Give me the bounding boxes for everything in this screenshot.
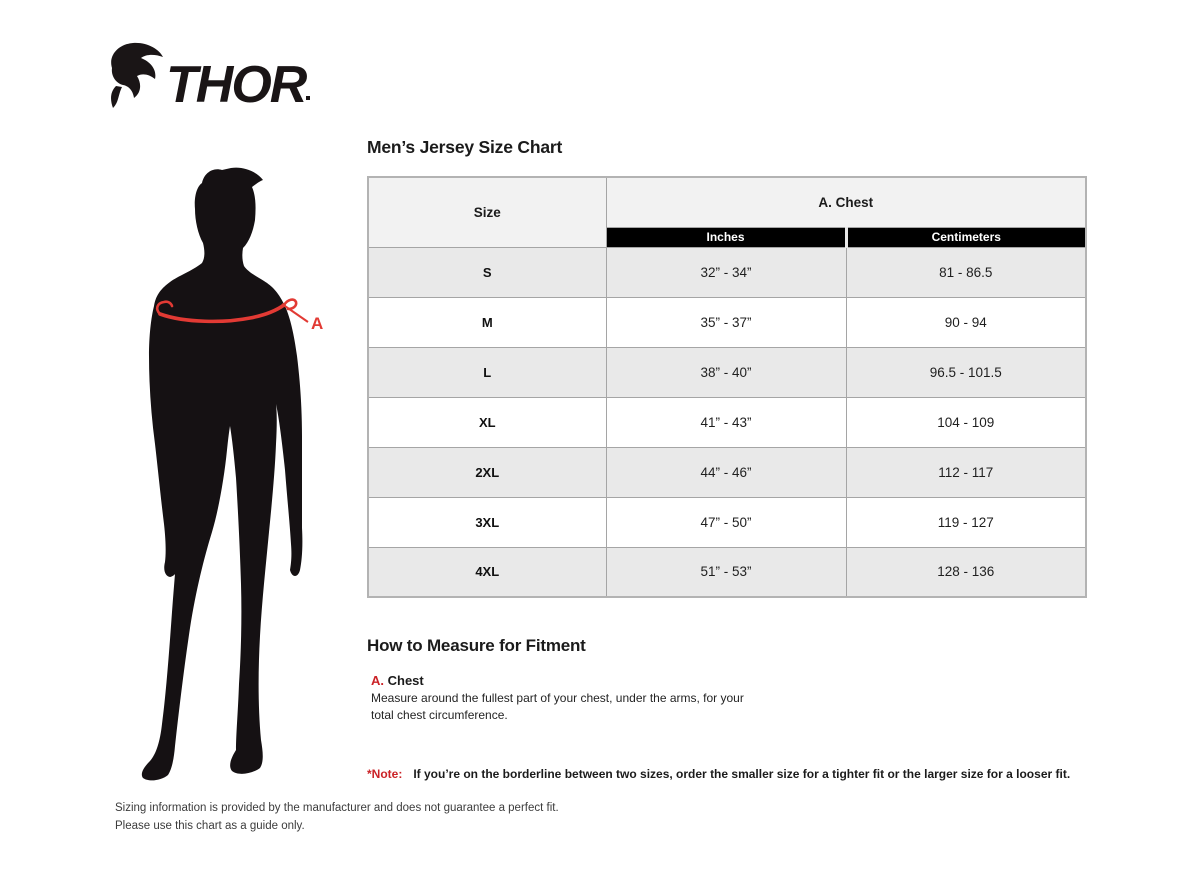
inches-cell: 51” - 53” — [606, 547, 846, 597]
measure-section-heading: How to Measure for Fitment — [367, 636, 586, 655]
centimeters-cell: 119 - 127 — [846, 497, 1086, 547]
inches-cell: 38” - 40” — [606, 347, 846, 397]
measure-item-title — [371, 673, 424, 688]
inches-cell: 32” - 34” — [606, 247, 846, 297]
table-row — [368, 397, 1086, 447]
thor-logo — [108, 40, 318, 112]
note-text: If you’re on the borderline between two sizes, order the smaller size for a tighter fit or the larger size for a looser fit. — [413, 767, 1071, 781]
trademark-dot — [306, 96, 310, 100]
size-cell: XL — [368, 397, 606, 447]
centimeters-cell: 112 - 117 — [846, 447, 1086, 497]
body-silhouette-diagram — [130, 160, 330, 790]
sizing-note — [367, 767, 1070, 781]
note-label: *Note: — [367, 767, 403, 781]
size-column-header: Size — [368, 177, 606, 247]
thor-logo-text: THOR — [166, 56, 306, 112]
inches-cell: 41” - 43” — [606, 397, 846, 447]
footer-line: Sizing information is provided by the manufacturer and does not guarantee a perfect fit. — [115, 802, 559, 814]
page-title: Men’s Jersey Size Chart — [367, 137, 563, 157]
inches-cell: 44” - 46” — [606, 447, 846, 497]
measure-item-label: Chest — [387, 673, 424, 688]
chest-point-label: A — [311, 314, 324, 333]
centimeters-cell: 81 - 86.5 — [846, 247, 1086, 297]
table-row — [368, 447, 1086, 497]
centimeters-header: Centimeters — [846, 227, 1086, 247]
centimeters-cell: 96.5 - 101.5 — [846, 347, 1086, 397]
size-cell: 2XL — [368, 447, 606, 497]
inches-header: Inches — [606, 227, 846, 247]
thor-logo-icon — [111, 43, 163, 108]
size-cell: L — [368, 347, 606, 397]
chest-group-header: A. Chest — [606, 177, 1086, 227]
size-cell: M — [368, 297, 606, 347]
table-row — [368, 547, 1086, 597]
table-header-row — [368, 177, 1086, 227]
centimeters-cell: 104 - 109 — [846, 397, 1086, 447]
footer-disclaimer — [115, 800, 559, 835]
table-row — [368, 347, 1086, 397]
size-cell: S — [368, 247, 606, 297]
male-silhouette — [142, 168, 303, 781]
centimeters-cell: 90 - 94 — [846, 297, 1086, 347]
size-cell: 3XL — [368, 497, 606, 547]
table-row — [368, 247, 1086, 297]
measure-item-key: A. — [371, 673, 384, 688]
size-chart-table — [367, 176, 1087, 598]
measure-item-description: Measure around the fullest part of your chest, under the arms, for your total chest circumference. — [371, 691, 744, 722]
table-row — [368, 497, 1086, 547]
footer-line: Please use this chart as a guide only. — [115, 819, 305, 832]
inches-cell: 35” - 37” — [606, 297, 846, 347]
size-cell: 4XL — [368, 547, 606, 597]
table-row — [368, 297, 1086, 347]
centimeters-cell: 128 - 136 — [846, 547, 1086, 597]
inches-cell: 47” - 50” — [606, 497, 846, 547]
